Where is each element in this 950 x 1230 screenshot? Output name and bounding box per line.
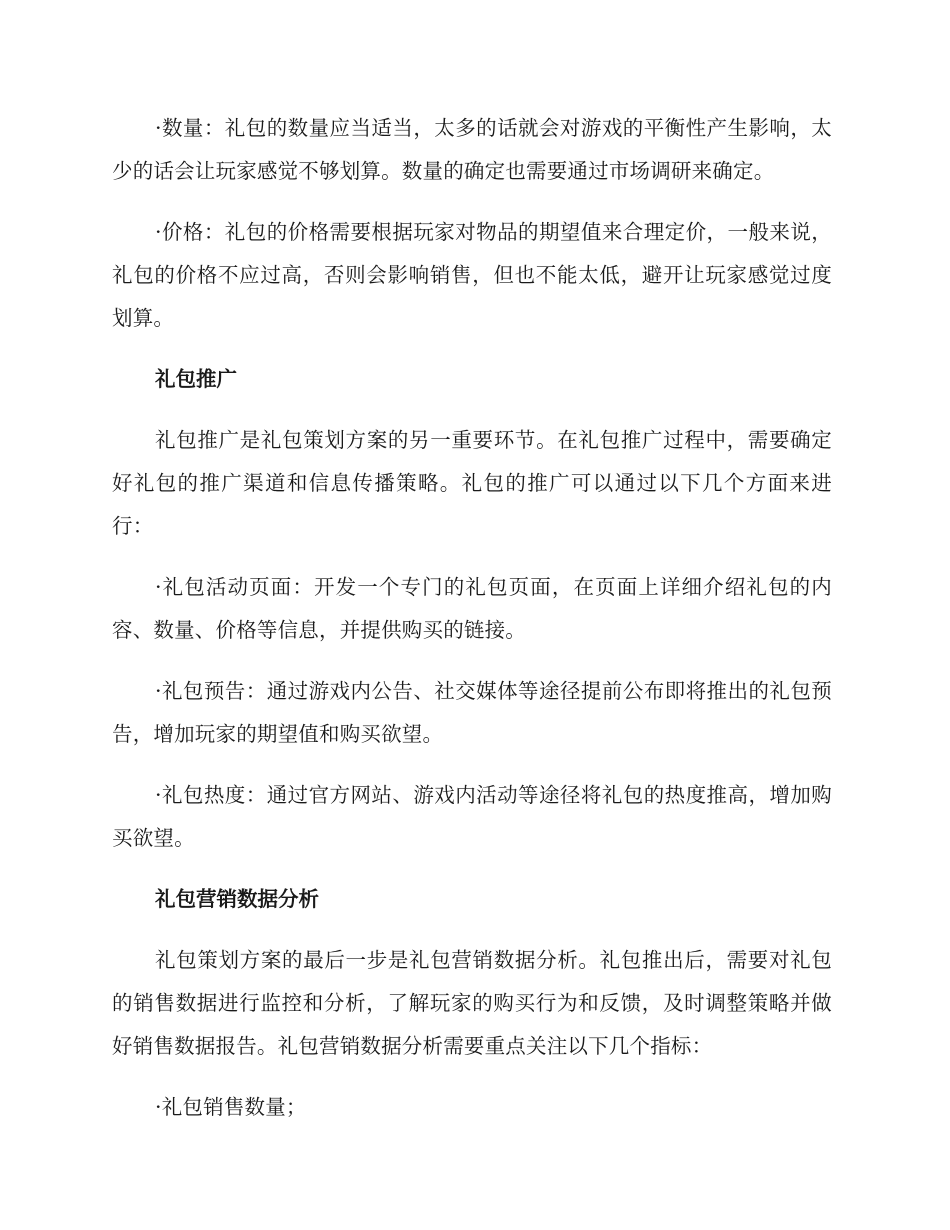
paragraph-activity-page: ·礼包活动页面：开发一个专门的礼包页面，在页面上详细介绍礼包的内容、数量、价格等信息，并提供购买的链接。 xyxy=(112,575,832,642)
paragraph-promotion-intro: 礼包推广是礼包策划方案的另一重要环节。在礼包推广过程中，需要确定好礼包的推广渠道和信息传播策略。礼包的推广可以通过以下几个方面来进行： xyxy=(112,428,832,538)
document-page xyxy=(112,107,832,1147)
paragraph-popularity: ·礼包热度：通过官方网站、游戏内活动等途径将礼包的热度推高，增加购买欲望。 xyxy=(112,783,832,850)
paragraph-sales-quantity: ·礼包销售数量； xyxy=(155,1095,307,1119)
section-heading-promotion: 礼包推广 xyxy=(155,367,237,391)
paragraph-quantity: ·数量：礼包的数量应当适当，太多的话就会对游戏的平衡性产生影响，太少的话会让玩家感觉不够划算。数量的确定也需要通过市场调研来确定。 xyxy=(112,116,832,183)
paragraph-analysis-intro: 礼包策划方案的最后一步是礼包营销数据分析。礼包推出后，需要对礼包的销售数据进行监控和分析，了解玩家的购买行为和反馈，及时调整策略并做好销售数据报告。礼包营销数据分析需要重点关注以下几个指标： xyxy=(112,948,832,1058)
paragraph-preview: ·礼包预告：通过游戏内公告、社交媒体等途径提前公布即将推出的礼包预告，增加玩家的期望值和购买欲望。 xyxy=(112,679,832,746)
paragraph-price: ·价格：礼包的价格需要根据玩家对物品的期望值来合理定价，一般来说，礼包的价格不应过高，否则会影响销售，但也不能太低，避开让玩家感觉过度划算。 xyxy=(112,220,832,330)
section-heading-data-analysis: 礼包营销数据分析 xyxy=(155,887,319,911)
